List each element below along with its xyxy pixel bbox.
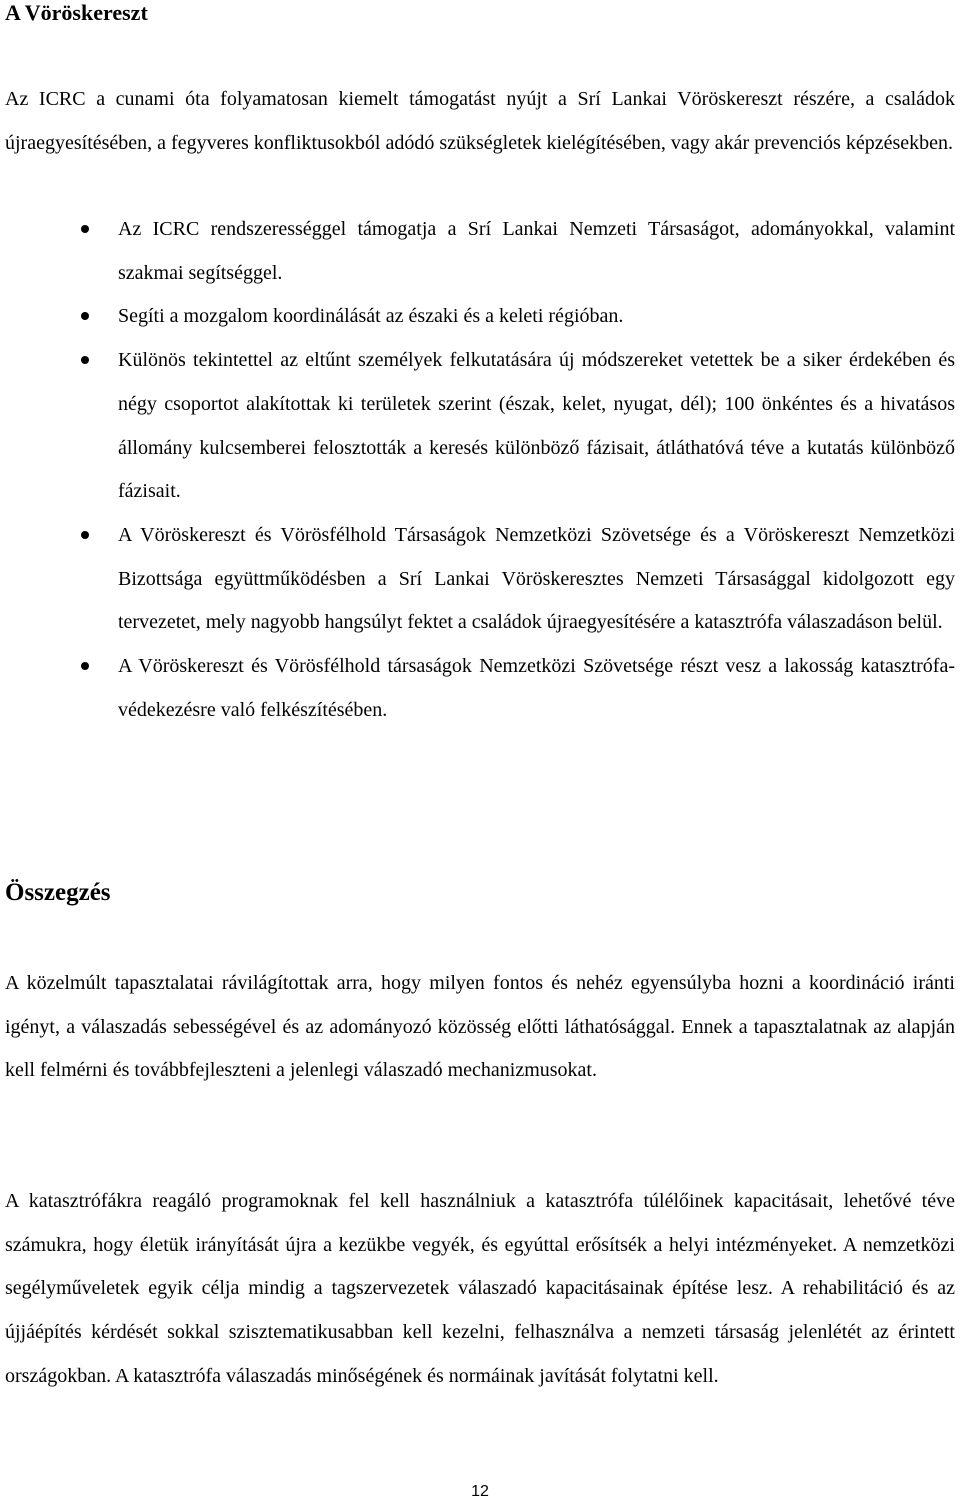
bullet-dot-icon — [81, 531, 89, 539]
bullet-dot-icon — [81, 662, 89, 670]
bullet-item — [0, 339, 955, 514]
summary-paragraph-1: A közelmúlt tapasztalatai rávilágítottak arra, hogy milyen fontos és nehéz egyensúlyba hozni a koordináció iránti igényt, a válaszadás sebességével és az adományozó közösség előtti láthatósággal. Ennek a tapasztalatnak az alapján kell felmérni és továbbfejleszteni a jelenlegi válaszadó mechanizmusokat. — [5, 972, 955, 1082]
bullet-text: Az ICRC rendszerességgel támogatja a Srí Lankai Nemzeti Társaságot, adományokkal, valamint szakmai segítséggel. — [118, 218, 955, 284]
bullet-text: A Vöröskereszt és Vörösfélhold Társaságok Nemzetközi Szövetsége és a Vöröskereszt Nemzetközi Bizottsága együttműködésben a Srí Lankai Vöröskeresztes Nemzeti Társasággal kidolgozott egy tervezetet, mely nagyobb hangsúlyt fektet a családok újraegyesítésére a katasztrófa válaszadáson belül. — [118, 523, 955, 634]
bullet-dot-icon — [81, 225, 89, 233]
page-number: 12 — [471, 1483, 489, 1500]
bullet-list — [0, 208, 960, 732]
bullet-text: Különös tekintettel az eltűnt személyek felkutatására új módszereket vetettek be a siker érdekében és négy csoportot alakítottak ki területek szerint (észak, kelet, nyugat, dél); 100 önkéntes és a hivatásos állomány kulcsemberei felosztották a keresés különböző fázisait, átláthatóvá téve a kutatás különböző fázisait. — [118, 349, 955, 503]
bullet-item — [0, 208, 955, 295]
bullet-item — [0, 514, 955, 645]
section-title-osszegzes: Összegzés — [5, 879, 111, 906]
bullet-item — [0, 295, 955, 339]
section-title-voroskereszt: A Vöröskereszt — [5, 0, 148, 25]
bullet-text: A Vöröskereszt és Vörösfélhold társaságok Nemzetközi Szövetsége részt vesz a lakosság katasztrófa-védekezésre való felkészítésében. — [118, 655, 955, 721]
bullet-dot-icon — [81, 356, 89, 364]
bullet-item — [0, 645, 955, 732]
summary-paragraph-2: A katasztrófákra reagáló programoknak fel kell használniuk a katasztrófa túlélőinek kapacitásait, lehetővé téve számukra, hogy életük irányítását újra a kezükbe vegyék, és egyúttal erősítsék a helyi intézményeket. A nemzetközi segélyműveletek egyik célja mindig a tagszervezetek válaszadó kapacitásainak építése lesz. A rehabilitáció és az újjáépítés kérdését sokkal szisztematikusabban kell kezelni, felhasználva a nemzeti társaság jelenlétét az érintett országokban. A katasztrófa válaszadás minőségének és normáinak javítását folytatni kell. — [5, 1190, 955, 1387]
intro-paragraph: Az ICRC a cunami óta folyamatosan kiemelt támogatást nyújt a Srí Lankai Vöröskereszt részére, a családok újraegyesítésében, a fegyveres konfliktusokból adódó szükségletek kielégítésében, vagy akár prevenciós képzésekben. — [5, 88, 955, 154]
bullet-dot-icon — [81, 312, 89, 320]
bullet-text: Segíti a mozgalom koordinálását az északi és a keleti régióban. — [118, 305, 624, 328]
